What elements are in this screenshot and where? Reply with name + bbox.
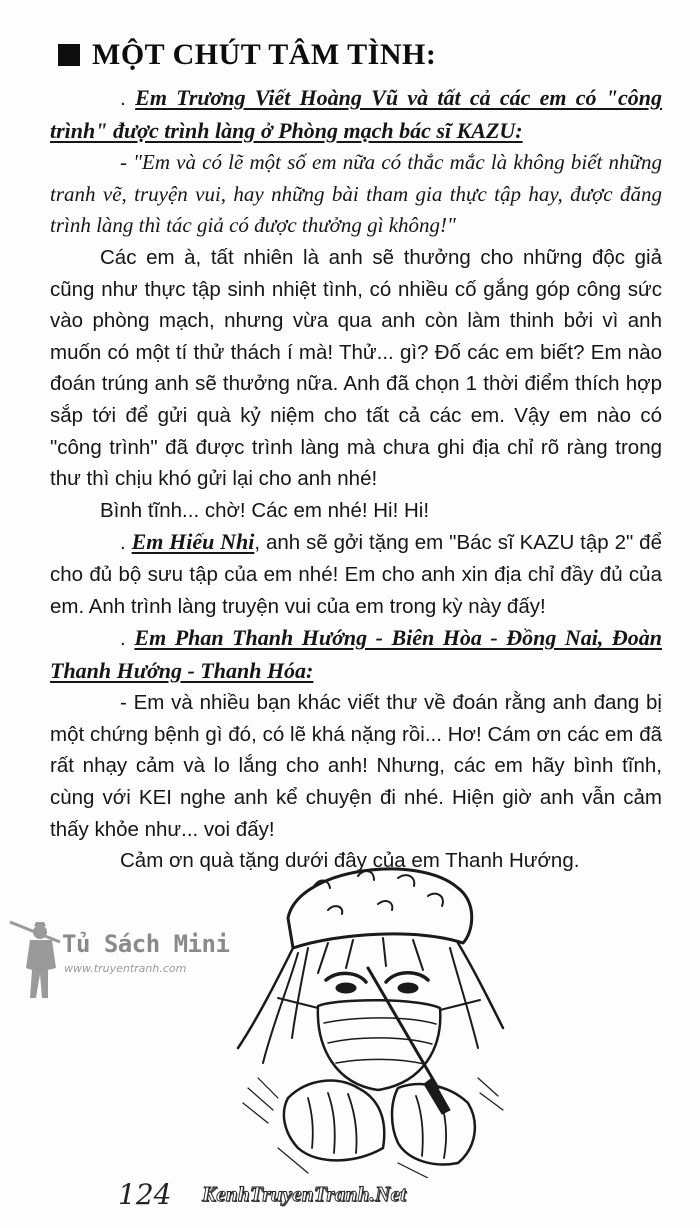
heading-text: MỘT CHÚT TÂM TÌNH: — [92, 38, 437, 71]
samurai-silhouette-icon — [8, 912, 68, 1002]
bullet-square-icon — [58, 44, 80, 66]
recipient-1: Em Trương Viết Hoàng Vũ và tất cả các em có "công trình" được trình làng ở Phòng mạch bác sĩ KAZU: — [50, 85, 662, 143]
watermark-title: Tủ Sách Mini — [62, 930, 230, 958]
recipient-paragraph-1: . Em Trương Viết Hoàng Vũ và tất cả các em có "công trình" được trình làng ở Phòng mạch bác sĩ KAZU: — [50, 85, 662, 143]
watermark — [8, 912, 238, 1012]
letter-column — [50, 82, 662, 877]
thanks-line: Cảm ơn quà tặng dưới đây của em Thanh Hướng. — [120, 849, 580, 873]
watermark-url: www.truyentranh.com — [64, 962, 187, 975]
recipient-2: Em Hiếu Nhi — [131, 529, 255, 555]
reader-question: - "Em và có lẽ một số em nữa có thắc mắc là không biết những tranh vẽ, truyện vui, hay những bài tham gia thực tập hay, được đăng trình làng thì tác giả có được thưởng gì không!" — [50, 150, 662, 238]
recipient-3: Em Phan Thanh Hướng - Biên Hòa - Đồng Nai, Đoàn Thanh Hướng - Thanh Hóa: — [50, 625, 662, 683]
recipient-paragraph-2: . Em Hiếu Nhi, anh sẽ gởi tặng em "Bác sĩ KAZU tập 2" để cho đủ bộ sưu tập của em nhé! Em cho anh xin địa chỉ đầy đủ của em. Anh trình làng truyện vui của em trong kỳ này đấy! — [50, 529, 662, 618]
page-number: 124 — [118, 1178, 172, 1211]
fan-art-illustration — [218, 848, 518, 1178]
answer-paragraph: Các em à, tất nhiên là anh sẽ thưởng cho những độc giả cũng như thực tập sinh nhiệt tình, có nhiều cố gắng góp công sức vào phòng mạch, nhưng vừa qua anh còn làm thinh bởi vì anh muốn có một tí thử thách í mà! Thử... gì? Đố các em biết? Em nào đoán trúng anh sẽ thưởng nữa. Anh đã chọn 1 thời điểm thích hợp sắp tới để gửi quà kỷ niệm cho tất cả các em. Vậy em nào có "công trình" đã được trình làng mà chưa ghi địa chỉ rõ ràng trong thư thì chịu khó gửi lại cho anh nhé! — [50, 245, 662, 491]
closing-line: Bình tĩnh... chờ! Các em nhé! Hi! Hi! — [100, 498, 430, 522]
reply-paragraph: - Em và nhiều bạn khác viết thư về đoán rằng anh đang bị một chứng bệnh gì đó, có lẽ khá nặng rồi... Hơ! Cám ơn các em đã rất nhạy cảm và lo lắng cho anh! Nhưng, các em hãy bình tĩnh, cùng với KEI nghe anh kể chuyện đi nhé. Hiện giờ anh vẫn cảm thấy khỏe như... voi đấy! — [50, 691, 662, 841]
recipient-paragraph-3: . Em Phan Thanh Hướng - Biên Hòa - Đồng Nai, Đoàn Thanh Hướng - Thanh Hóa: — [50, 625, 662, 683]
recipient-2-text: , anh sẽ gởi tặng em "Bác sĩ KAZU tập 2" để cho đủ bộ sưu tập của em nhé! Em cho anh xin địa chỉ đầy đủ của em. Anh trình làng truyện vui của em trong kỳ này đấy! — [50, 531, 662, 618]
site-watermark: KenhTruyenTranh.Net — [202, 1182, 407, 1206]
section-heading — [58, 38, 436, 72]
